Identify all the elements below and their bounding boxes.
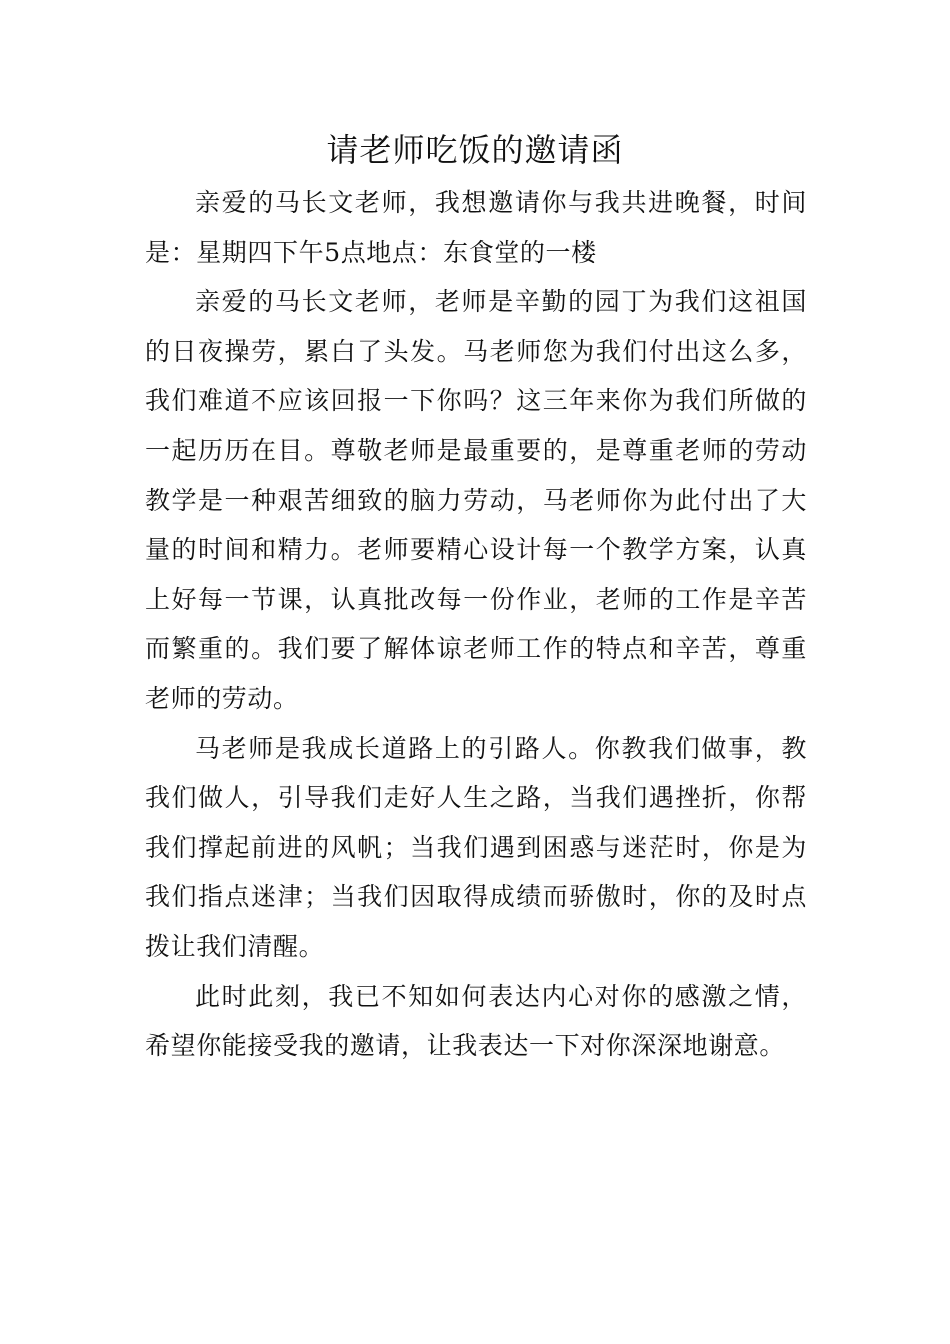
paragraph-guide: 马老师是我成长道路上的引路人。你教我们做事，教我们做人，引导我们走好人生之路，当我们遇挫折，你帮我们撑起前进的风帆；当我们遇到困惑与迷茫时，你是为我们指点迷津；当我们因取得成绩而骄傲时，你的及时点拨让我们清醒。 — [145, 733, 807, 961]
paragraph-gratitude: 亲爱的马长文老师，老师是辛勤的园丁为我们这祖国的日夜操劳，累白了头发。马老师您为我们付出这么多，我们难道不应该回报一下你吗？这三年来你为我们所做的一起历历在目。尊敬老师是最重要的，是尊重老师的劳动教学是一种艰苦细致的脑力劳动，马老师你为此付出了大量的时间和精力。老师要精心设计每一个教学方案，认真上好每一节课，认真批改每一份作业，老师的工作是辛苦而繁重的。我们要了解体谅老师工作的特点和辛苦，尊重老师的劳动。 — [145, 287, 807, 713]
paragraph-closing: 此时此刻，我已不知如何表达内心对你的感激之情，希望你能接受我的邀请，让我表达一下对你深深地谢意。 — [145, 981, 807, 1061]
document-title: 请老师吃饭的邀请函 — [326, 131, 624, 169]
paragraph-invitation: 亲爱的马长文老师，我想邀请你与我共进晚餐，时间是：星期四下午5点地点：东食堂的一楼 — [145, 188, 807, 267]
document-body — [145, 178, 807, 1071]
